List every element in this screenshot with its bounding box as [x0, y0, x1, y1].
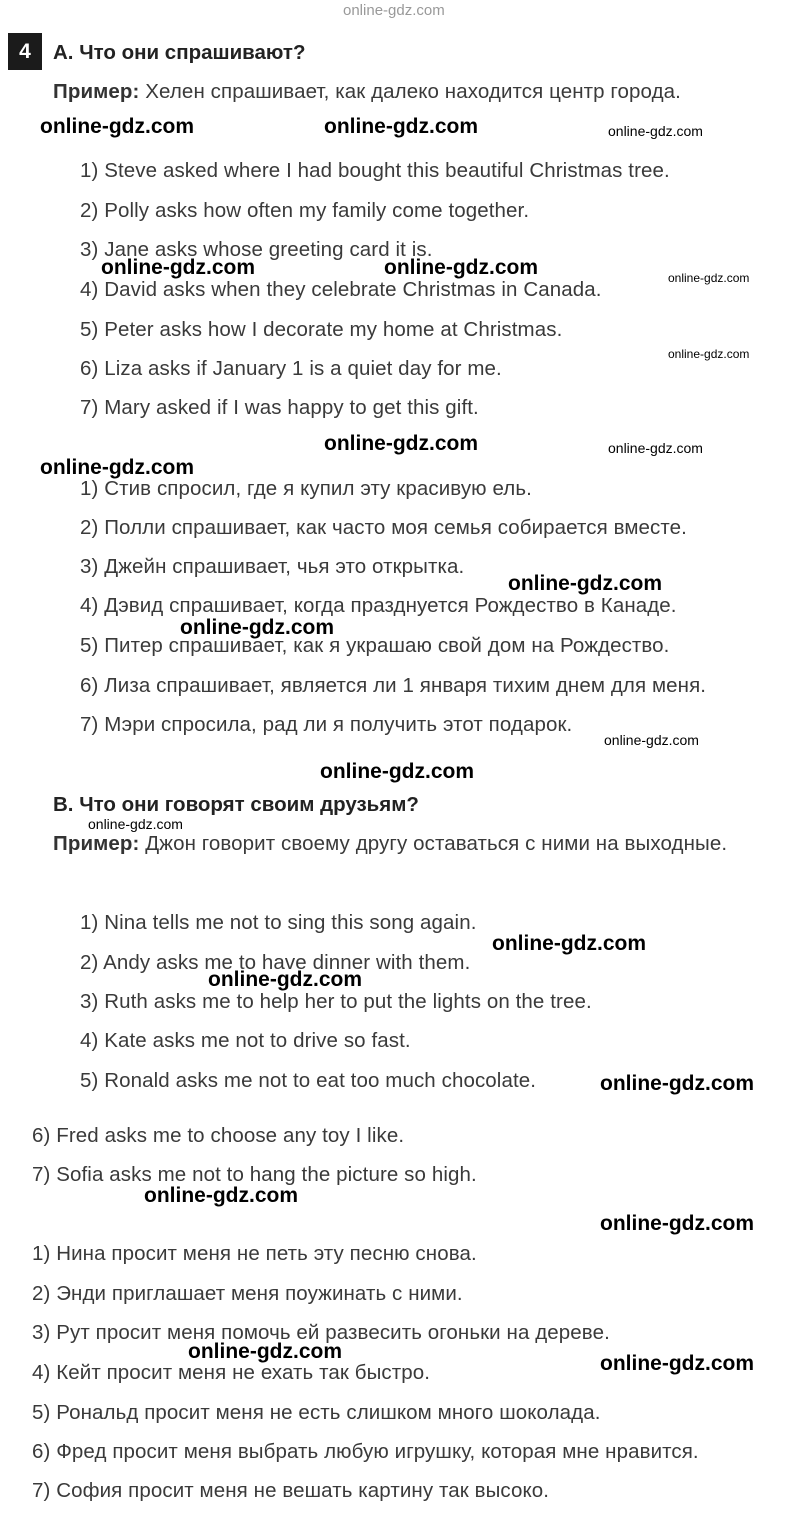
watermark: online-gdz.com — [101, 256, 255, 279]
part-a-example-label: Пример: — [53, 80, 140, 103]
part-a-ru-6: 6) Лиза спрашивает, является ли 1 января тихим днем для меня. — [80, 674, 707, 697]
watermark: online-gdz.com — [144, 1184, 298, 1207]
watermark: online-gdz.com — [40, 115, 194, 138]
watermark: online-gdz.com — [668, 347, 750, 361]
part-a-en-3: 3) Jane asks whose greeting card it is. — [80, 238, 433, 261]
part-b-en-5: 5) Ronald asks me not to eat too much chocolate. — [80, 1069, 537, 1092]
part-a-example-text: Хелен спрашивает, как далеко находится центр города. — [145, 80, 681, 103]
part-a-ru-7: 7) Мэри спросила, рад ли я получить этот подарок. — [80, 713, 573, 736]
part-b-en-1: 1) Nina tells me not to sing this song again. — [80, 911, 477, 934]
part-b-en-3: 3) Ruth asks me to help her to put the lights on the tree. — [80, 990, 592, 1013]
watermark: online-gdz.com — [600, 1212, 754, 1235]
part-a-en-2: 2) Polly asks how often my family come together. — [80, 199, 530, 222]
part-a-en-6: 6) Liza asks if January 1 is a quiet day for me. — [80, 357, 502, 380]
watermark: online-gdz.com — [208, 968, 362, 991]
part-b-en-6: 6) Fred asks me to choose any toy I like. — [32, 1124, 405, 1147]
watermark: online-gdz.com — [384, 256, 538, 279]
watermark: online-gdz.com — [180, 616, 334, 639]
watermark: online-gdz.com — [88, 816, 183, 832]
watermark: online-gdz.com — [40, 456, 194, 479]
part-a-ru-3: 3) Джейн спрашивает, чья это открытка. — [80, 555, 465, 578]
part-b-ru-3: 3) Рут просит меня помочь ей развесить огоньки на дереве. — [32, 1321, 610, 1344]
watermark: online-gdz.com — [604, 732, 699, 748]
part-b-example-text: Джон говорит своему другу оставаться с ними на выходные. — [145, 832, 728, 855]
watermark: online-gdz.com — [600, 1352, 754, 1375]
part-b-example — [53, 832, 727, 856]
watermark: online-gdz.com — [492, 932, 646, 955]
part-a-ru-1: 1) Стив спросил, где я купил эту красивую ель. — [80, 477, 532, 500]
watermark: online-gdz.com — [600, 1072, 754, 1095]
watermark: online-gdz.com — [320, 760, 474, 783]
part-b-ru-1: 1) Нина просит меня не петь эту песню снова. — [32, 1242, 477, 1265]
watermark: online-gdz.com — [324, 115, 478, 138]
part-b-ru-5: 5) Рональд просит меня не есть слишком много шоколада. — [32, 1401, 601, 1424]
part-a-en-1: 1) Steve asked where I had bought this beautiful Christmas tree. — [80, 159, 670, 182]
watermark: online-gdz.com — [608, 123, 703, 139]
exercise-number-badge: 4 — [8, 33, 42, 70]
top-watermark: online-gdz.com — [343, 2, 445, 19]
part-a-ru-2: 2) Полли спрашивает, как часто моя семья собирается вместе. — [80, 516, 687, 539]
watermark: online-gdz.com — [508, 572, 662, 595]
part-a-example — [53, 80, 681, 104]
part-a-en-5: 5) Peter asks how I decorate my home at Christmas. — [80, 318, 563, 341]
watermark: online-gdz.com — [608, 440, 703, 456]
part-a-en-4: 4) David asks when they celebrate Christmas in Canada. — [80, 278, 602, 301]
part-a-en-7: 7) Mary asked if I was happy to get this gift. — [80, 396, 479, 419]
part-b-en-4: 4) Kate asks me not to drive so fast. — [80, 1029, 411, 1052]
watermark: online-gdz.com — [188, 1340, 342, 1363]
part-b-en-7: 7) Sofia asks me not to hang the picture so high. — [32, 1163, 477, 1186]
part-a-ru-4: 4) Дэвид спрашивает, когда празднуется Рождество в Канаде. — [80, 594, 677, 617]
part-b-en-2: 2) Andy asks me to have dinner with them. — [80, 951, 471, 974]
part-b-heading: B. Что они говорят своим друзьям? — [53, 793, 419, 816]
part-b-ru-4: 4) Кейт просит меня не ехать так быстро. — [32, 1361, 431, 1384]
part-b-ru-6: 6) Фред просит меня выбрать любую игрушку, которая мне нравится. — [32, 1440, 699, 1463]
part-b-ru-7: 7) София просит меня не вешать картину так высоко. — [32, 1479, 550, 1502]
watermark: online-gdz.com — [668, 271, 750, 285]
watermark: online-gdz.com — [324, 432, 478, 455]
part-b-example-label: Пример: — [53, 832, 140, 855]
part-b-ru-2: 2) Энди приглашает меня поужинать с ними. — [32, 1282, 463, 1305]
part-a-heading: A. Что они спрашивают? — [53, 41, 306, 64]
part-a-ru-5: 5) Питер спрашивает, как я украшаю свой дом на Рождество. — [80, 634, 670, 657]
